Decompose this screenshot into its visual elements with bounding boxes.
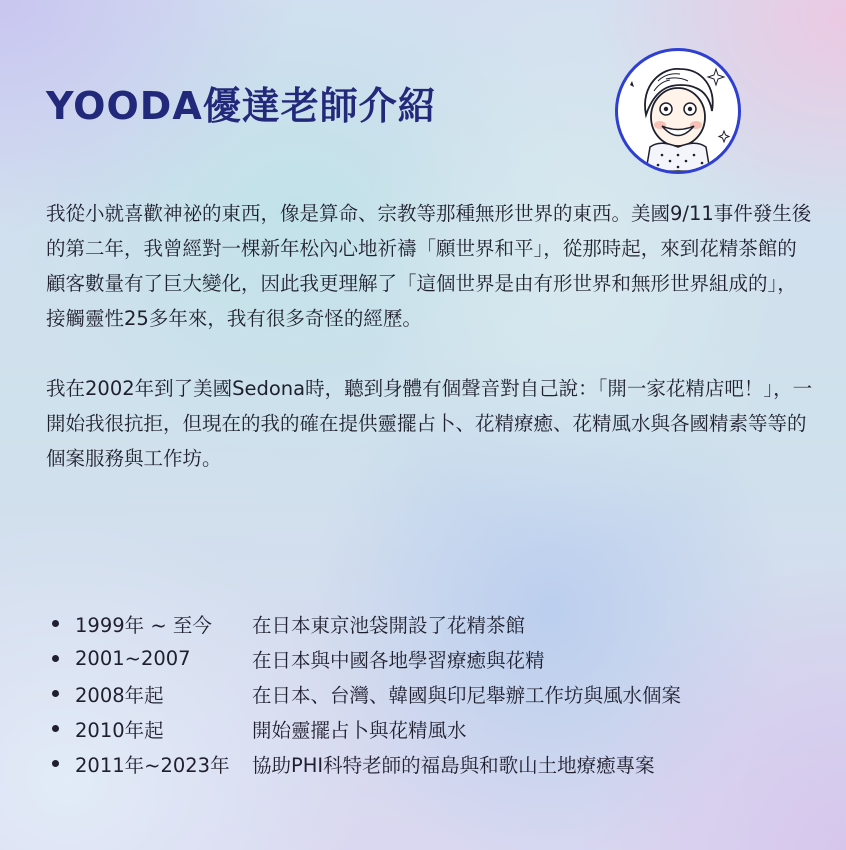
timeline-description: 在日本、台灣、韓國與印尼舉辦工作坊與風水個案 <box>252 683 682 707</box>
timeline-list <box>52 606 681 781</box>
timeline-period: 2010年起 <box>75 718 164 742</box>
intro-section <box>46 196 816 511</box>
timeline-period: 2011年~2023年 <box>75 753 230 777</box>
intro-paragraph: 我從小就喜歡神祕的東西，像是算命、宗教等那種無形世界的東西。美國9/11事件發生後的第二年，我曾經對一棵新年松內心地祈禱「願世界和平」，從那時起，來到花精茶館的顧客數量有了巨大變化，因此我更理解了「這個世界是由有形世界和無形世界組成的」，接觸靈性25多年來，我有很多奇怪的經歷。 <box>46 202 812 330</box>
bullet-icon <box>52 620 59 627</box>
teacher-portrait-icon <box>618 51 738 171</box>
timeline-item <box>52 641 681 676</box>
bullet-icon <box>52 690 59 697</box>
timeline-description: 在日本東京池袋開設了花精茶館 <box>252 613 526 637</box>
bullet-icon <box>52 655 59 662</box>
timeline-description: 在日本與中國各地學習療癒與花精 <box>252 648 545 672</box>
timeline-item <box>52 711 681 746</box>
timeline-item <box>52 606 681 641</box>
timeline-period: 1999年 ~ 至今 <box>75 613 212 637</box>
teacher-avatar <box>615 48 741 174</box>
page-title: YOODA優達老師介紹 <box>46 84 437 128</box>
intro-paragraph: 我在2002年到了美國Sedona時，聽到身體有個聲音對自己說：「開一家花精店吧！」，一開始我很抗拒，但現在的我的確在提供靈擺占卜、花精療癒、花精風水與各國精素等等的個案服務與工作坊。 <box>46 377 813 470</box>
timeline-item <box>52 676 681 711</box>
timeline-period: 2008年起 <box>75 683 164 707</box>
bullet-icon <box>52 725 59 732</box>
timeline-description: 協助PHI科特老師的福島與和歌山土地療癒專案 <box>252 753 655 777</box>
bullet-icon <box>52 760 59 767</box>
timeline-item <box>52 746 681 781</box>
timeline-description: 開始靈擺占卜與花精風水 <box>252 718 467 742</box>
timeline-period: 2001~2007 <box>75 647 191 670</box>
